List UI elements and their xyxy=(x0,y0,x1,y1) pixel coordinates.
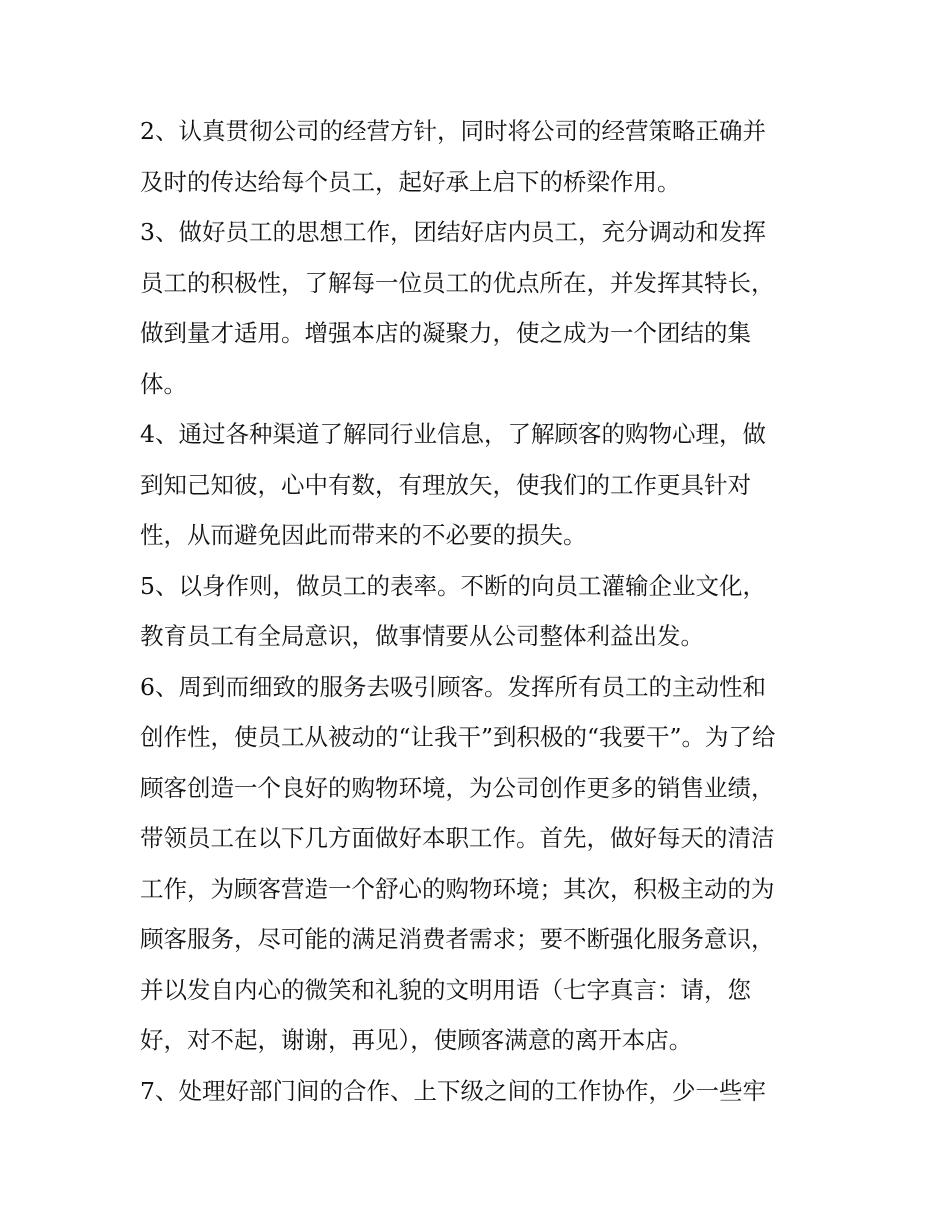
text-line: 性，从而避免因此而带来的不必要的损失。 xyxy=(140,521,587,549)
text-line: 工作，为顾客营造一个舒心的购物环境；其次，积极主动的为 xyxy=(140,874,775,903)
text-line: 教育员工有全局意识，做事情要从公司整体利益出发。 xyxy=(140,622,704,650)
text-line: 7、处理好部门间的合作、上下级之间的工作协作，少一些牢 xyxy=(140,1076,766,1105)
text-line: 及时的传达给每个员工，起好承上启下的桥梁作用。 xyxy=(140,167,681,196)
text-line: 顾客服务，尽可能的满足消费者需求；要不断强化服务意识， xyxy=(140,925,775,953)
text-line: 做到量才适用。增强本店的凝聚力，使之成为一个团结的集 xyxy=(140,319,751,347)
text-line: 好，对不起，谢谢，再见），使顾客满意的离开本店。 xyxy=(140,1026,693,1054)
text-line: 3、做好员工的思想工作，团结好店内员工，充分调动和发挥 xyxy=(140,218,766,246)
text-line: 到知己知彼，心中有数，有理放矢，使我们的工作更具针对 xyxy=(140,470,751,499)
text-line: 体。 xyxy=(140,369,187,398)
document-body xyxy=(140,106,820,1116)
text-line: 带领员工在以下几方面做好本职工作。首先，做好每天的清洁 xyxy=(140,824,775,852)
text-line: 顾客创造一个良好的购物环境，为公司创作更多的销售业绩， xyxy=(140,773,775,802)
text-line: 创作性，使员工从被动的“让我干”到积极的“我要干”。为了给 xyxy=(140,723,776,751)
text-line: 2、认真贯彻公司的经营方针，同时将公司的经营策略正确并 xyxy=(140,117,766,145)
text-line: 员工的积极性，了解每一位员工的优点所在，并发挥其特长， xyxy=(140,268,775,297)
text-line: 5、以身作则，做员工的表率。不断的向员工灌输企业文化， xyxy=(140,571,766,600)
text-line: 6、周到而细致的服务去吸引顾客。发挥所有员工的主动性和 xyxy=(140,672,766,701)
text-line: 4、通过各种渠道了解同行业信息，了解顾客的购物心理，做 xyxy=(140,420,766,448)
text-line: 并以发自内心的微笑和礼貌的文明用语（七字真言：请，您 xyxy=(140,975,751,1004)
